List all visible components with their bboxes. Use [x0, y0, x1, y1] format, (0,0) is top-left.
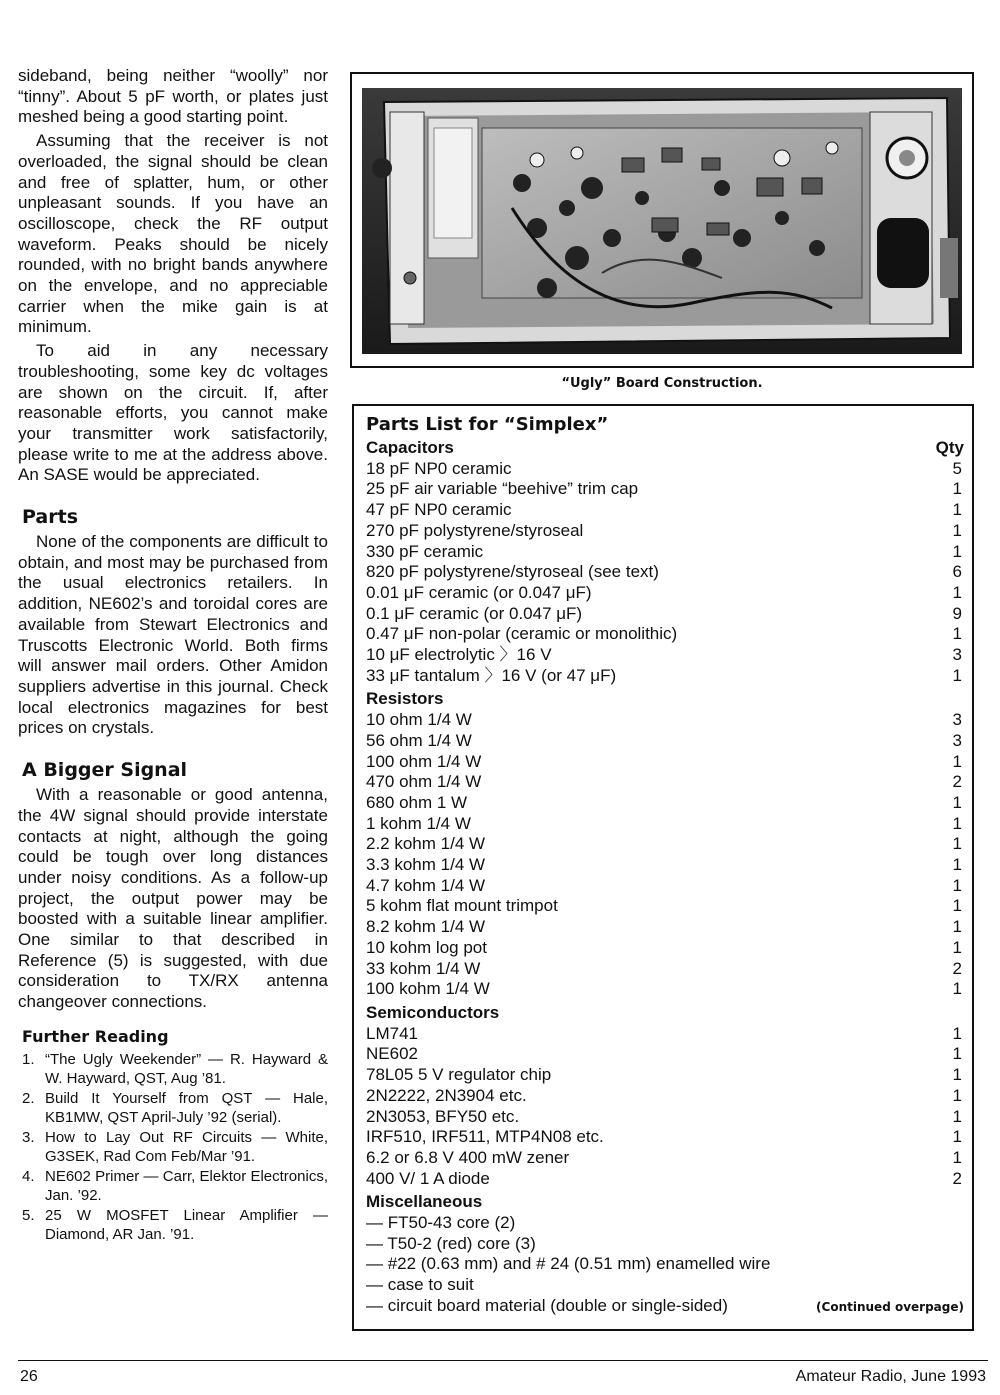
- photo-caption: “Ugly” Board Construction.: [561, 376, 763, 391]
- reference-item: 4. NE602 Primer — Carr, Elektor Electronics, Jan. ’92.: [22, 1167, 328, 1204]
- parts-row: 18 pF NP0 ceramic 5: [366, 458, 962, 478]
- parts-row: 2N3053, BFY50 etc. 1: [366, 1106, 962, 1126]
- parts-row: 33 μF tantalum 〉16 V (or 47 μF) 1: [366, 665, 962, 685]
- qty-label: Qty: [935, 438, 964, 457]
- reference-item: 3. How to Lay Out RF Circuits — White, G3SEK, Rad Com Feb/Mar ’91.: [22, 1128, 328, 1165]
- misc-row: — T50-2 (red) core (3): [366, 1233, 536, 1253]
- parts-row: 820 pF polystyrene/styroseal (see text) 6: [366, 562, 962, 582]
- miscellaneous-heading: Miscellaneous: [366, 1192, 483, 1212]
- continued-note: (Continued overpage): [816, 1299, 964, 1314]
- misc-row: — FT50-43 core (2): [366, 1213, 516, 1233]
- board-photo-frame: [350, 72, 974, 368]
- resistors-heading: Resistors: [366, 689, 444, 709]
- parts-row: IRF510, IRF511, MTP4N08 etc. 1: [366, 1127, 962, 1147]
- parts-row: 100 kohm 1/4 W 1: [366, 979, 962, 999]
- body-paragraph: Assuming that the receiver is not overloaded, the signal should be clean and free of splatter, hum, or other unpleasant sounds. If you have an oscilloscope, check the RF output waveform. Peaks should be nicely rounded, with no bright bands anywhere on the envelope, and no appreciable carrier when the mike gain is at minimum.: [18, 131, 328, 337]
- bigger-signal-heading: A Bigger Signal: [22, 759, 188, 782]
- parts-row: LM741 1: [366, 1023, 962, 1043]
- body-paragraph: sideband, being neither “woolly” nor “tinny”. About 5 pF worth, or plates just meshed being a good starting point.: [18, 66, 328, 127]
- parts-row: 4.7 kohm 1/4 W 1: [366, 875, 962, 895]
- parts-row: 400 V/ 1 A diode 2: [366, 1168, 962, 1188]
- parts-row: 10 kohm log pot 1: [366, 937, 962, 957]
- parts-row: NE602 1: [366, 1044, 962, 1064]
- publication-info: Amateur Radio, June 1993: [795, 1368, 986, 1385]
- misc-row: — case to suit: [366, 1275, 474, 1295]
- footer-rule: [18, 1360, 988, 1361]
- parts-list-title: Parts List for “Simplex”: [366, 414, 609, 435]
- parts-row: 47 pF NP0 ceramic 1: [366, 500, 962, 520]
- parts-row: 25 pF air variable “beehive” trim cap 1: [366, 479, 962, 499]
- parts-row: 8.2 kohm 1/4 W 1: [366, 917, 962, 937]
- resistors-heading-row: [366, 689, 964, 710]
- misc-row: — circuit board material (double or single-sided) (Continued overpage): [366, 1296, 964, 1318]
- parts-row: 6.2 or 6.8 V 400 mW zener 1: [366, 1147, 962, 1167]
- parts-row: 0.1 μF ceramic (or 0.047 μF) 9: [366, 603, 962, 623]
- reference-item: 1. “The Ugly Weekender” — R. Hayward & W. Hayward, QST, Aug ’81.: [22, 1050, 328, 1087]
- parts-row: 78L05 5 V regulator chip 1: [366, 1065, 962, 1085]
- parts-row: 330 pF ceramic 1: [366, 541, 962, 561]
- parts-row: 56 ohm 1/4 W 3: [366, 730, 962, 750]
- capacitors-heading: Capacitors: [366, 438, 454, 457]
- parts-row: 2N2222, 2N3904 etc. 1: [366, 1085, 962, 1105]
- parts-list-box: [352, 404, 974, 1331]
- parts-row: 1 kohm 1/4 W 1: [366, 813, 962, 833]
- parts-row: 2.2 kohm 1/4 W 1: [366, 834, 962, 854]
- reference-item: 2. Build It Yourself from QST — Hale, KB1MW, QST April-July ’92 (serial).: [22, 1089, 328, 1126]
- parts-row: 33 kohm 1/4 W 2: [366, 958, 962, 978]
- parts-paragraph: None of the components are difficult to obtain, and most may be purchased from the usual electronics retailers. In addition, NE602’s and toroidal cores are available from Stewart Electronics and Truscotts Electronic World. Both firms will answer mail orders. Other Amidon suppliers advertise in this journal. Check local electronics magazines for best prices on crystals.: [18, 532, 328, 738]
- miscellaneous-heading-row: [366, 1192, 964, 1213]
- parts-row: 10 ohm 1/4 W 3: [366, 710, 962, 730]
- reference-item: 5. 25 W MOSFET Linear Amplifier — Diamond, AR Jan. ’91.: [22, 1206, 328, 1243]
- body-paragraph: To aid in any necessary troubleshooting, some key dc voltages are shown on the circuit. If, after reasonable efforts, you cannot make your transmitter work satisfactorily, please write to me at the address above. An SASE would be appreciated.: [18, 341, 328, 485]
- parts-row: 0.01 μF ceramic (or 0.047 μF) 1: [366, 582, 962, 602]
- left-column: [18, 66, 328, 1245]
- parts-row: 3.3 kohm 1/4 W 1: [366, 855, 962, 875]
- parts-row: 100 ohm 1/4 W 1: [366, 751, 962, 771]
- further-reading-heading: Further Reading: [22, 1026, 169, 1046]
- page-number: 26: [20, 1368, 38, 1385]
- parts-row: 270 pF polystyrene/styroseal 1: [366, 520, 962, 540]
- parts-row: 0.47 μF non-polar (ceramic or monolithic) 1: [366, 624, 962, 644]
- semiconductors-heading-row: [366, 1003, 964, 1024]
- semiconductors-heading: Semiconductors: [366, 1002, 500, 1022]
- misc-row: — #22 (0.63 mm) and # 24 (0.51 mm) enamelled wire: [366, 1254, 771, 1274]
- parts-row: 10 μF electrolytic 〉16 V 3: [366, 645, 962, 665]
- parts-heading: Parts: [22, 506, 78, 529]
- board-photo: [362, 88, 962, 354]
- parts-row: 680 ohm 1 W 1: [366, 792, 962, 812]
- capacitors-heading-row: [366, 438, 964, 459]
- parts-row: 470 ohm 1/4 W 2: [366, 772, 962, 792]
- reference-list: [18, 1050, 328, 1244]
- parts-row: 5 kohm flat mount trimpot 1: [366, 896, 962, 916]
- bigger-signal-paragraph: With a reasonable or good antenna, the 4W signal should provide interstate contacts at night, although the going could be tough over long distances under noisy conditions. As a follow-up project, the output power may be boosted with a suitable linear amplifier. One similar to that described in Reference (5) is suggested, with due consideration to TX/RX antenna changeover connections.: [18, 785, 328, 1012]
